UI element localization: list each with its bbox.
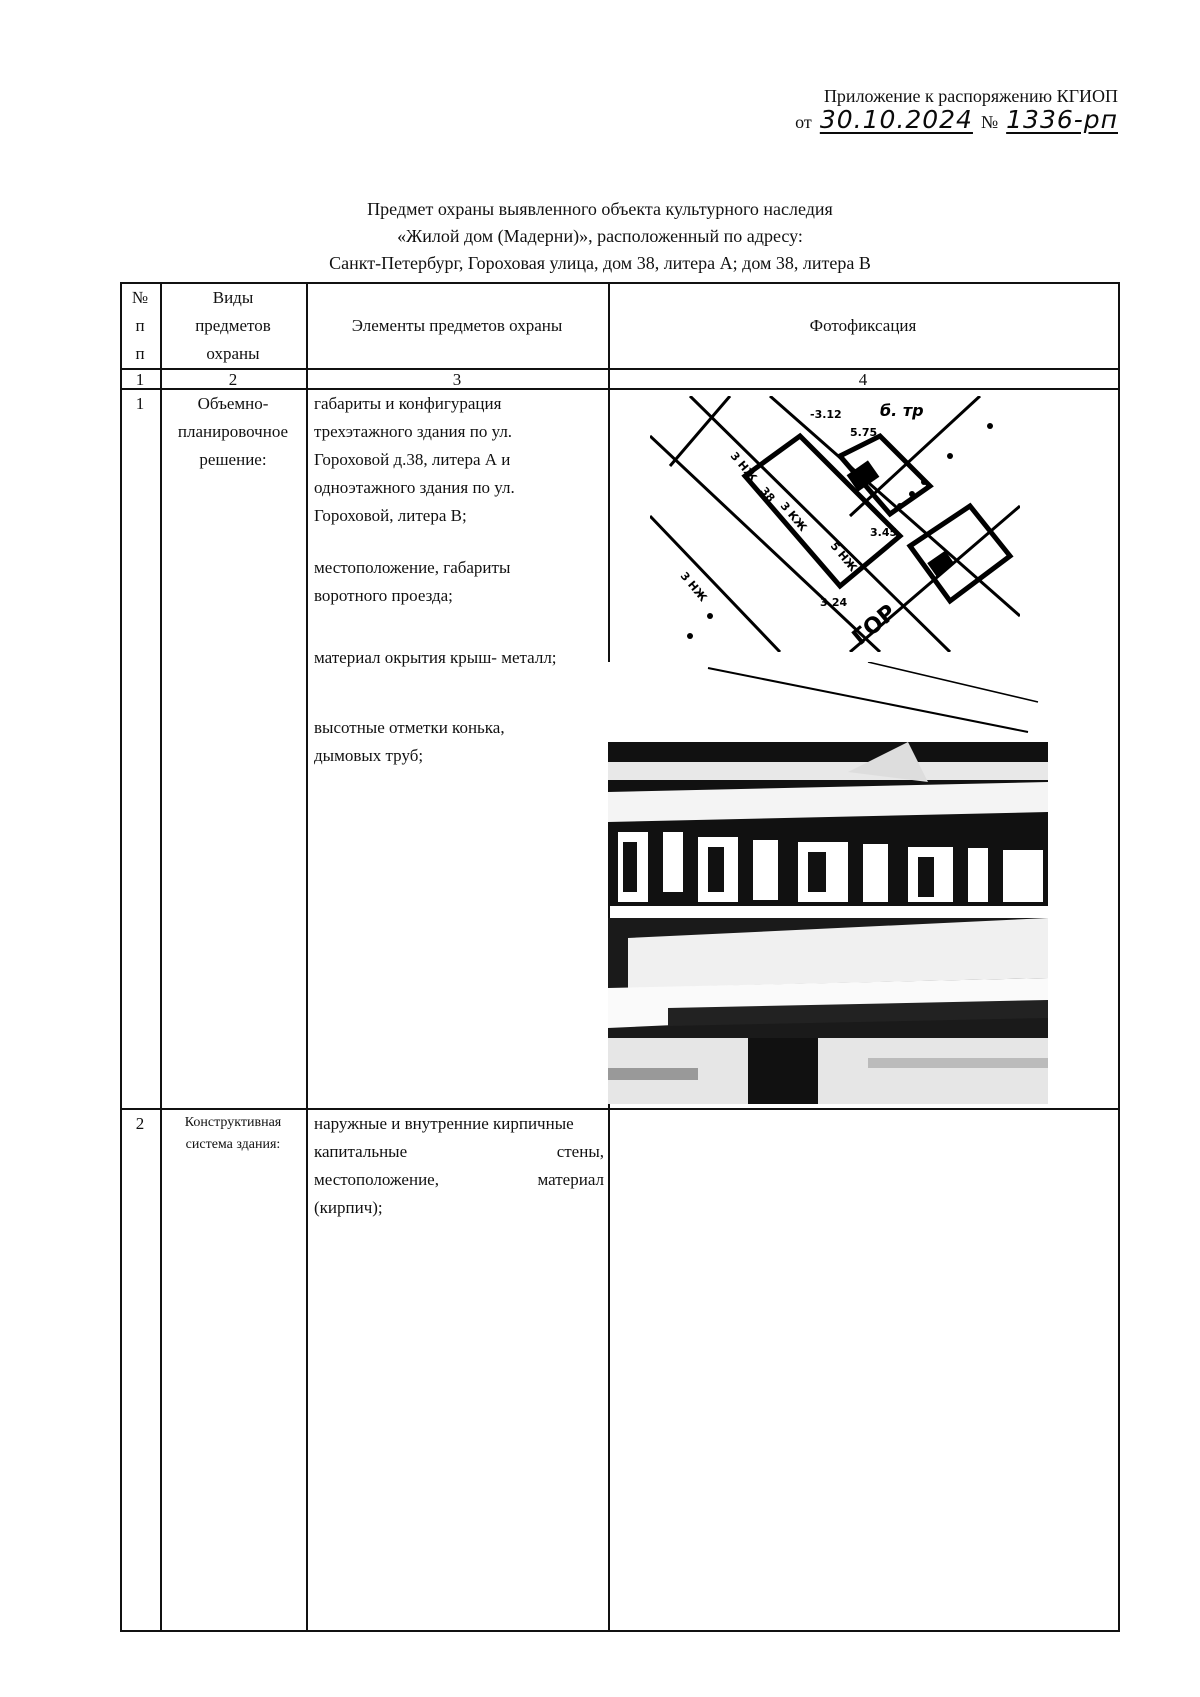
header-photo: Фотофиксация bbox=[809, 316, 917, 335]
row-2-type: Конструктивная система здания: bbox=[184, 1115, 282, 1152]
row-1-element-roof-material: материал окрытия крыш- металл; bbox=[314, 648, 557, 667]
row-1-element-heights: высотные отметки конька, дымовых труб; bbox=[314, 718, 505, 765]
row-1-number: 1 bbox=[135, 394, 145, 413]
title-line-1: Предмет охраны выявленного объекта культурного наследия bbox=[367, 199, 833, 219]
map-label-6: 3 НЖ bbox=[677, 569, 710, 605]
map-label-7: ГОР bbox=[847, 600, 902, 651]
annex-from-label: от bbox=[795, 112, 812, 132]
rooftop-photo-2-drawing bbox=[608, 918, 1048, 1104]
col-number-1: 1 bbox=[135, 370, 145, 389]
map-drawing bbox=[650, 396, 1020, 652]
header-elements: Элементы предметов охраны bbox=[351, 316, 563, 335]
header-types: Виды предметов охраны bbox=[195, 288, 271, 363]
map-label-10: 3.45 bbox=[870, 526, 898, 539]
row-2-element-walls: наружные и внутренние кирпичные капитальные стены, местоположение, материал (кирпич); bbox=[314, 1114, 604, 1217]
document-title bbox=[0, 196, 1200, 277]
annex-date: 30.10.2024 bbox=[819, 105, 973, 134]
protection-table bbox=[120, 282, 1120, 1632]
row-1-type: Объемно- планировочное решение: bbox=[177, 394, 289, 469]
row-2-number: 2 bbox=[135, 1114, 145, 1133]
col-number-4: 4 bbox=[858, 370, 868, 389]
map-label-8: б. тр bbox=[880, 401, 924, 420]
title-line-3: Санкт-Петербург, Гороховая улица, дом 38, литера А; дом 38, литера В bbox=[329, 253, 871, 273]
annex-number-label: № bbox=[980, 112, 999, 132]
annex-title: Приложение к распоряжению КГИОП bbox=[823, 86, 1118, 106]
rooftop-photo-1-drawing bbox=[608, 662, 1048, 906]
title-line-2: «Жилой дом (Мадерни)», расположенный по адресу: bbox=[397, 226, 803, 246]
annex-date-number bbox=[795, 105, 1118, 134]
map-label-5: 3.24 bbox=[820, 596, 848, 609]
annex-header bbox=[795, 84, 1118, 134]
map-label-4: 5 НЖ bbox=[827, 539, 860, 575]
col-number-3: 3 bbox=[452, 370, 462, 389]
cadastral-map-image bbox=[650, 396, 1020, 652]
map-label-3: 38 bbox=[757, 484, 778, 505]
row-1-element-gateway: местоположение, габариты воротного проезда; bbox=[314, 558, 511, 605]
col-number-2: 2 bbox=[228, 370, 238, 389]
rooftop-photo-1 bbox=[608, 662, 1048, 906]
map-label-2: 3 КЖ bbox=[777, 499, 810, 534]
rooftop-photo-2 bbox=[608, 918, 1048, 1104]
annex-number: 1336-рп bbox=[1006, 105, 1118, 134]
map-label-11: 5.75 bbox=[850, 426, 878, 439]
row-1-element-dimensions: габариты и конфигурация трехэтажного здания по ул. Гороховой д.38, литера А и одноэтажного здания по ул. Гороховой, литера В; bbox=[314, 394, 515, 525]
map-label-1: 3 НЖ bbox=[727, 449, 760, 485]
map-label-9: -3.12 bbox=[810, 408, 842, 421]
header-number: № п п bbox=[131, 288, 149, 363]
